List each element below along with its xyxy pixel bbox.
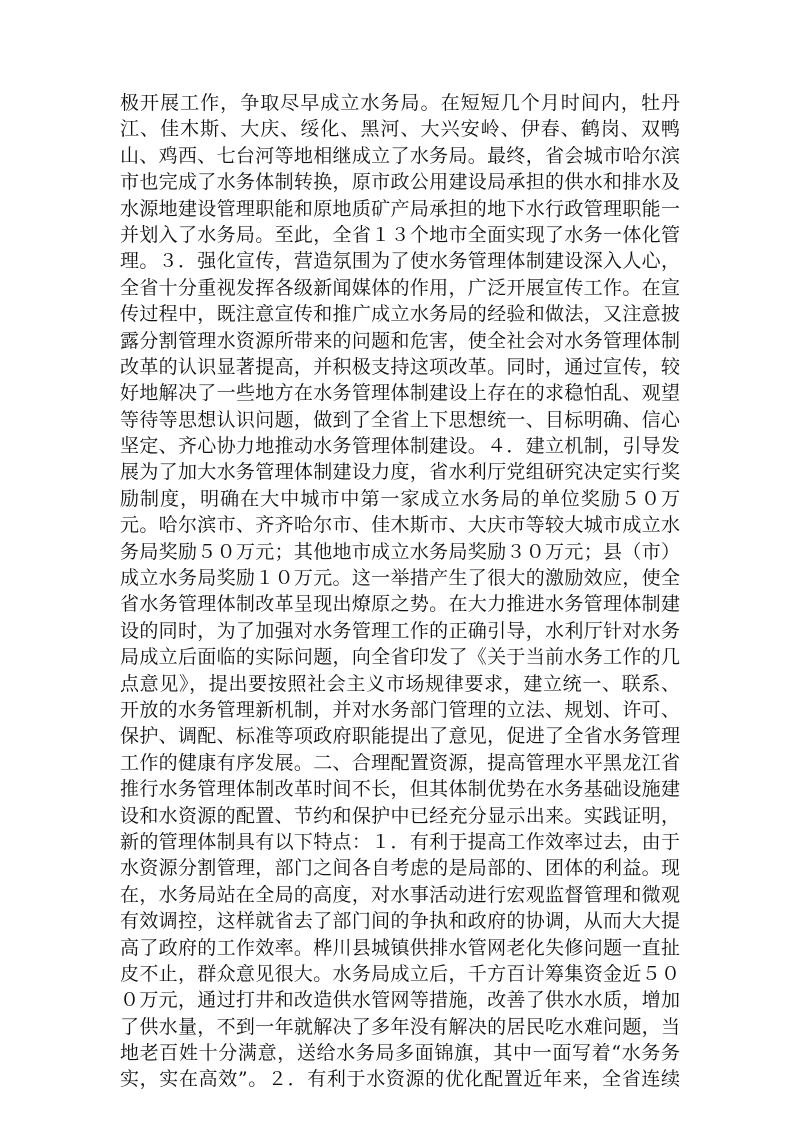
text-line: 省水务管理体制改革呈现出燎原之势。在大力推进水务管理体制建	[120, 593, 680, 616]
text-line: 地老百姓十分满意，送给水务局多面锦旗，其中一面写着“水务务	[120, 1042, 680, 1065]
text-line: 成立水务局奖励１０万元。这一举措产生了很大的激励效应，使全	[120, 567, 680, 590]
text-line: 在，水务局站在全局的高度，对水事活动进行宏观监督管理和微观	[120, 883, 680, 906]
text-line: 了供水量，不到一年就解决了多年没有解决的居民吃水难问题，当	[120, 1015, 680, 1038]
text-line: 实，实在高效”。２．有利于水资源的优化配置近年来，全省连续	[120, 1068, 680, 1091]
text-line: 保护、调配、标准等项政府职能提出了意见，促进了全省水务管理	[120, 725, 680, 748]
text-line: 等待等思想认识问题，做到了全省上下思想统一、目标明确、信心	[120, 408, 680, 431]
text-line: 水源地建设管理职能和原地质矿产局承担的地下水行政管理职能一	[120, 197, 680, 220]
text-line: 江、佳木斯、大庆、绥化、黑河、大兴安岭、伊春、鹤岗、双鸭	[120, 118, 680, 141]
text-line: 全省十分重视发挥各级新闻媒体的作用，广泛开展宣传工作。在宣	[120, 276, 680, 299]
text-line: 元。哈尔滨市、齐齐哈尔市、佳木斯市、大庆市等较大城市成立水	[120, 514, 680, 537]
text-line: 高了政府的工作效率。桦川县城镇供排水管网老化失修问题一直扯	[120, 936, 680, 959]
text-line: 山、鸡西、七台河等地相继成立了水务局。最终，省会城市哈尔滨	[120, 144, 680, 167]
text-line: 新的管理体制具有以下特点：１．有利于提高工作效率过去，由于	[120, 830, 680, 853]
text-line: 改革的认识显著提高，并积极支持这项改革。同时，通过宣传，较	[120, 355, 680, 378]
text-line: 设的同时，为了加强对水务管理工作的正确引导，水利厅针对水务	[120, 619, 680, 642]
text-line: 展为了加大水务管理体制建设力度，省水利厅党组研究决定实行奖	[120, 461, 680, 484]
text-line: 并划入了水务局。至此，全省１３个地市全面实现了水务一体化管	[120, 223, 680, 246]
text-line: 有效调控，这样就省去了部门间的争执和政府的协调，从而大大提	[120, 910, 680, 933]
text-line: 务局奖励５０万元；其他地市成立水务局奖励３０万元；县（市）	[120, 540, 680, 563]
text-line: 设和水资源的配置、节约和保护中已经充分显示出来。实践证明，	[120, 804, 680, 827]
text-line: 开放的水务管理新机制，并对水务部门管理的立法、规划、许可、	[120, 698, 680, 721]
text-line: 工作的健康有序发展。二、合理配置资源，提高管理水平黑龙江省	[120, 751, 680, 774]
text-line: 坚定、齐心协力地推动水务管理体制建设。４．建立机制，引导发	[120, 435, 680, 458]
text-line: ０万元，通过打井和改造供水管网等措施，改善了供水水质，增加	[120, 989, 680, 1012]
text-line: 市也完成了水务体制转换，原市政公用建设局承担的供水和排水及	[120, 171, 680, 194]
text-line: 传过程中，既注意宣传和推广成立水务局的经验和做法，又注意披	[120, 303, 680, 326]
body-text	[120, 90, 680, 1093]
text-line: 励制度，明确在大中城市中第一家成立水务局的单位奖励５０万	[120, 487, 680, 510]
text-line: 点意见》，提出要按照社会主义市场规律要求，建立统一、联系、	[120, 672, 680, 695]
text-line: 水资源分割管理，部门之间各自考虑的是局部的、团体的利益。现	[120, 857, 680, 880]
text-line: 露分割管理水资源所带来的问题和危害，使全社会对水务管理体制	[120, 329, 680, 352]
text-line: 皮不止，群众意见很大。水务局成立后，千方百计筹集资金近５０	[120, 962, 680, 985]
text-line: 极开展工作，争取尽早成立水务局。在短短几个月时间内，牡丹	[120, 92, 680, 114]
text-line: 局成立后面临的实际问题，向全省印发了《关于当前水务工作的几	[120, 646, 680, 669]
text-line: 理。３．强化宣传，营造氛围为了使水务管理体制建设深入人心，	[120, 250, 680, 273]
text-line: 推行水务管理体制改革时间不长，但其体制优势在水务基础设施建	[120, 778, 680, 801]
text-line: 好地解决了一些地方在水务管理体制建设上存在的求稳怕乱、观望	[120, 382, 680, 405]
